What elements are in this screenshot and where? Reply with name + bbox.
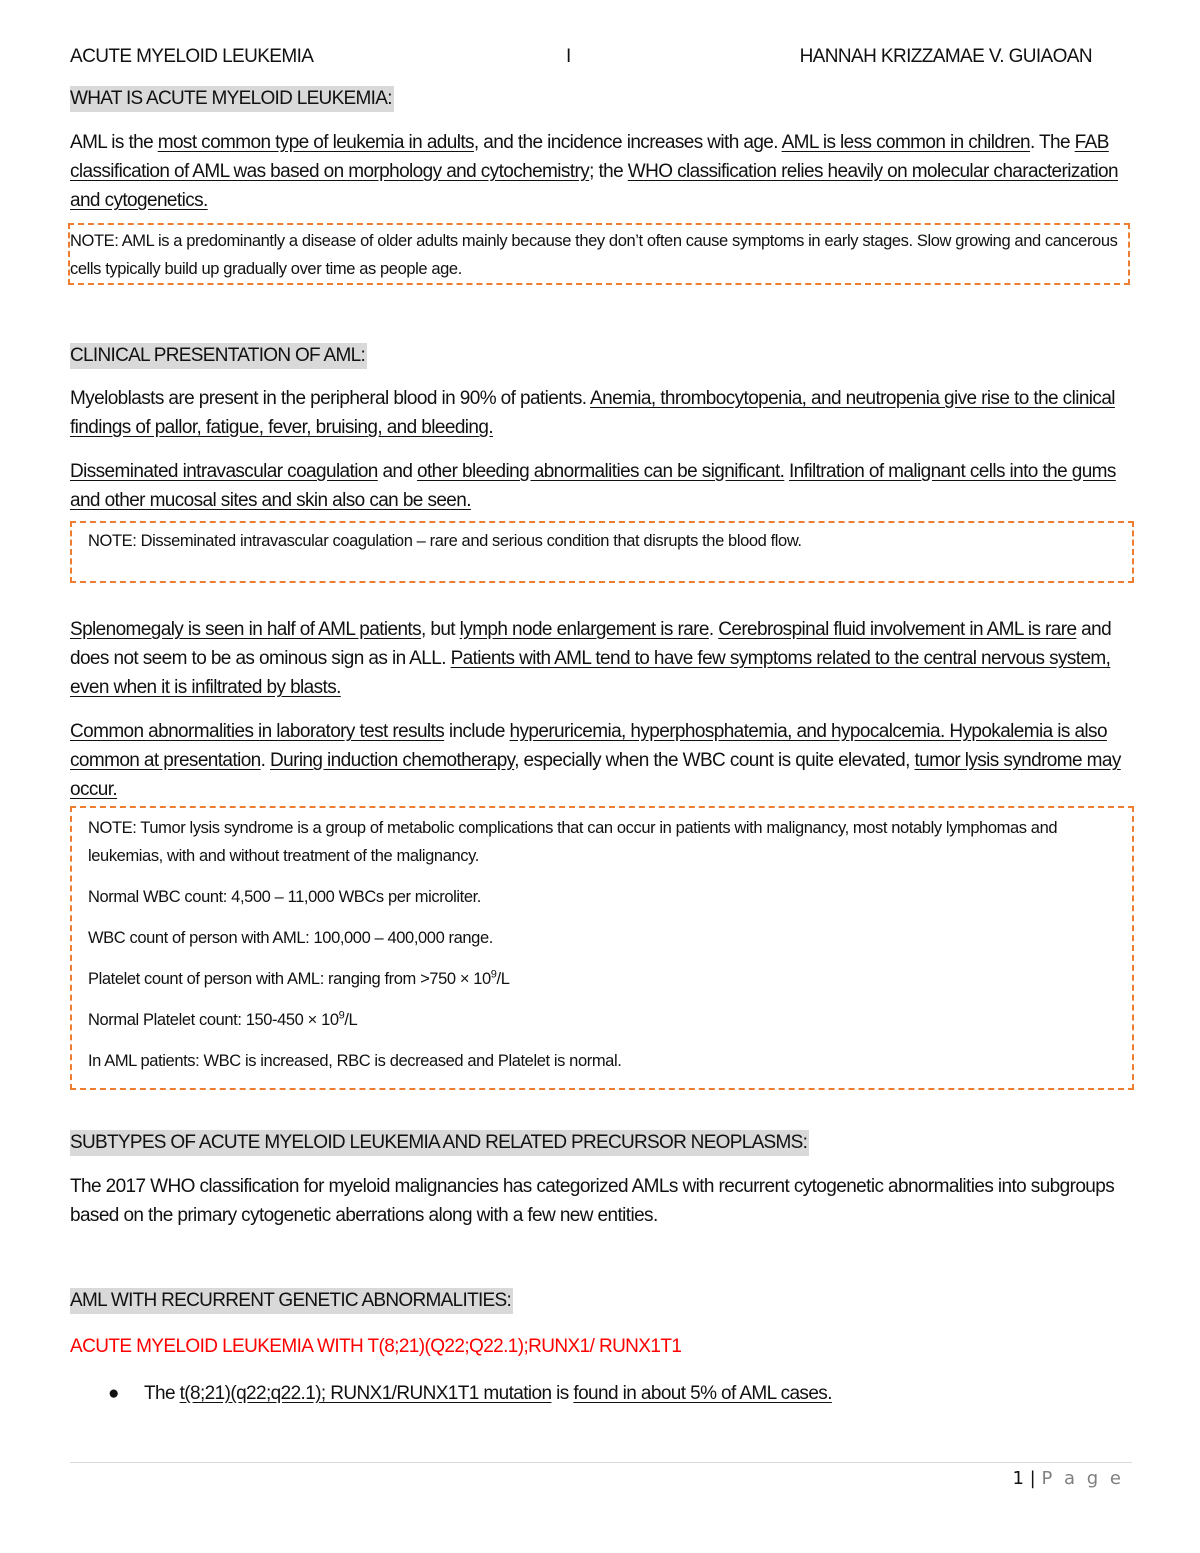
header-title: ACUTE MYELOID LEUKEMIA [70,46,314,67]
header-separator: I [566,46,571,67]
section-heading-what-is-aml: WHAT IS ACUTE MYELOID LEUKEMIA: [70,86,394,112]
note-text: NOTE: AML is a predominantly a disease of older adults mainly because they don’t often cause symptoms in early stages. Slow growing and cancerous cells typically build up gradually over time as people age. [70,232,1118,278]
note-text: NOTE: Disseminated intravascular coagulation – rare and serious condition that disrupts the blood flow. [88,532,802,550]
note-box-tumor-lysis [70,806,1134,1090]
note-aml-wbc: WBC count of person with AML: 100,000 – 400,000 range. [88,929,493,947]
paragraph-dic: Disseminated intravascular coagulation and other bleeding abnormalities can be significant. Infiltration of malignant cells into the gums and other mucosal sites and skin also can be seen. [70,461,1116,511]
footer-separator: | [1023,1468,1042,1489]
note-aml-summary: In AML patients: WBC is increased, RBC is decreased and Platelet is normal. [88,1052,622,1070]
bullet-icon: ● [108,1383,119,1404]
paragraph-aml-intro: AML is the most common type of leukemia in adults, and the incidence increases with age. AML is less common in children. The FAB classification of AML was based on morphology and cytochemistry; the WHO classification relies heavily on molecular characterization and cytogenetics. [70,132,1118,211]
footer-divider [70,1462,1132,1463]
paragraph-splenomegaly: Splenomegaly is seen in half of AML patients, but lymph node enlargement is rare. Cerebrospinal fluid involvement in AML is rare and does not seem to be as ominous sign as in ALL. Patients with AML tend to have few symptoms related to the central nervous system, even when it is infiltrated by blasts. [70,619,1112,698]
paragraph-lab-abnormalities: Common abnormalities in laboratory test results include hyperuricemia, hyperphosphatemia, and hypocalcemia. Hypokalemia is also common at presentation. During induction chemotherapy, especially when the WBC count is quite elevated, tumor lysis syndrome may occur. [70,721,1121,800]
note-normal-wbc: Normal WBC count: 4,500 – 11,000 WBCs per microliter. [88,888,481,906]
section-heading-recurrent-genetic: AML WITH RECURRENT GENETIC ABNORMALITIES: [70,1288,513,1314]
header-author: HANNAH KRIZZAMAE V. GUIAOAN [799,46,1092,67]
note-tumor-lysis: NOTE: Tumor lysis syndrome is a group of metabolic complications that can occur in patients with malignancy, most notably lymphomas and leukemias, with and without treatment of the malignancy. [88,819,1058,865]
page-label: P a g e [1041,1468,1124,1489]
section-heading-clinical-presentation: CLINICAL PRESENTATION OF AML: [70,343,367,369]
subheading-t8-21: ACUTE MYELOID LEUKEMIA WITH T(8;21)(Q22;Q22.1);RUNX1/ RUNX1T1 [70,1336,682,1357]
paragraph-who-classification: The 2017 WHO classification for myeloid malignancies has categorized AMLs with recurrent cytogenetic abnormalities into subgroups based on the primary cytogenetic aberrations along with a few new entities. [70,1176,1115,1226]
note-box-dic [70,521,1134,583]
list-item [0,1381,1130,1407]
page-footer [1012,1468,1124,1489]
bullet-text: The t(8;21)(q22;q22.1); RUNX1/RUNX1T1 mutation is found in about 5% of AML cases. [144,1383,832,1404]
section-heading-subtypes: SUBTYPES OF ACUTE MYELOID LEUKEMIA AND RELATED PRECURSOR NEOPLASMS: [70,1130,809,1156]
page-header [70,46,1130,70]
note-aml-platelet: Platelet count of person with AML: ranging from $>750 \times 10^9/L$ [88,968,510,988]
note-box-older-adults [68,223,1130,285]
page-number: 1 [1012,1468,1024,1489]
note-normal-platelet: Normal Platelet count: $150-450 \times 10^9/L$ [88,1009,358,1029]
document-body [70,86,1130,1407]
paragraph-myeloblasts: Myeloblasts are present in the peripheral blood in 90% of patients. Anemia, thrombocytopenia, and neutropenia give rise to the clinical findings of pallor, fatigue, fever, bruising, and bleeding. [70,388,1115,438]
